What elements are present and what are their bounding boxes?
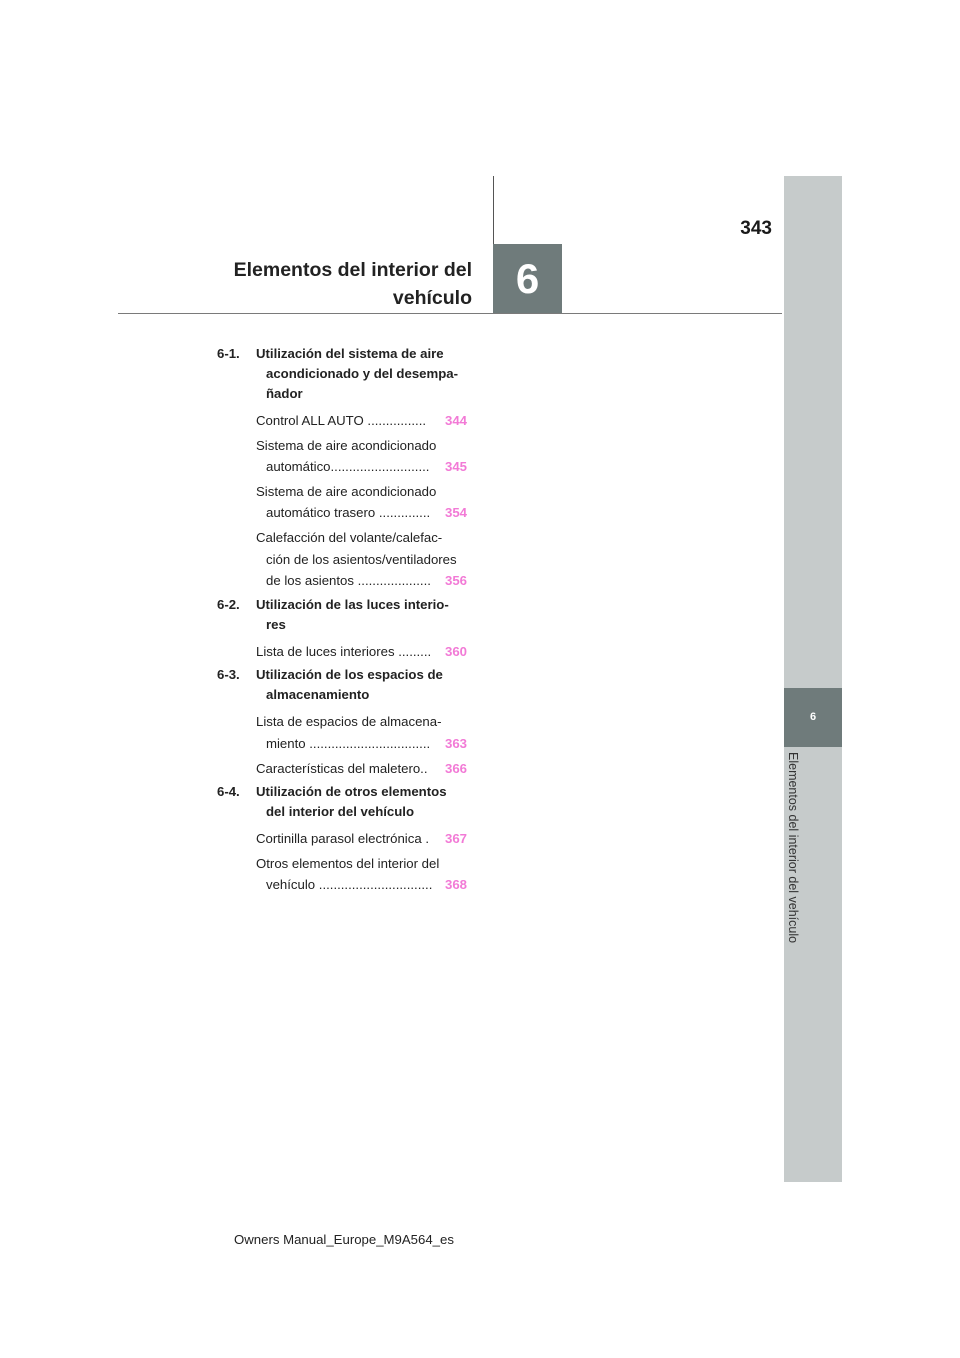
side-label-text: Elementos del interior del vehículo	[786, 752, 800, 944]
page-footer: Owners Manual_Europe_M9A564_es	[234, 1232, 454, 1247]
toc-section-heading[interactable]	[217, 344, 467, 404]
toc-entry-page-link[interactable]: 344	[444, 413, 467, 428]
header-divider-vertical	[493, 176, 494, 246]
toc-entry[interactable]	[256, 641, 467, 663]
toc-entry-page-link[interactable]: 363	[444, 735, 467, 751]
toc-section-number: 6-1.	[217, 346, 240, 361]
toc-section-title: Utilización de las luces interio- res	[256, 596, 449, 632]
toc-section-number: 6-3.	[217, 667, 240, 683]
toc-entry-page-link[interactable]: 367	[444, 831, 467, 847]
toc-entry-page-link[interactable]: 368	[444, 877, 467, 893]
toc-entry[interactable]	[256, 853, 467, 896]
toc-section-title: Utilización de otros elementos del interior del vehículo	[256, 784, 447, 820]
toc-entry[interactable]	[256, 435, 467, 478]
toc-entry-label: Cortinilla parasol electrónica .	[256, 831, 429, 847]
toc-entry-label: Sistema de aire acondicionado automático trasero ..............	[256, 483, 437, 521]
toc-section	[217, 782, 467, 896]
toc-entry-label: Control ALL AUTO ................	[256, 413, 427, 428]
toc-entry-label: Lista de luces interiores .........	[256, 643, 432, 659]
toc-section-title: Utilización del sistema de aire acondicionado y del desempa- ñador	[256, 346, 458, 401]
toc-entry-page-link[interactable]: 360	[444, 643, 467, 659]
toc-entry[interactable]	[256, 527, 467, 592]
toc-entry-page-link[interactable]: 354	[444, 505, 467, 521]
toc-entry-label: Características del maletero..	[256, 760, 428, 776]
toc-entry[interactable]	[256, 758, 467, 780]
toc-section	[217, 665, 467, 779]
toc-entry[interactable]	[256, 481, 467, 524]
toc-section-heading[interactable]	[217, 595, 467, 635]
toc-entry-label: Otros elementos del interior del vehículo ...............................	[256, 855, 440, 893]
toc-section	[217, 595, 467, 663]
header-divider-horizontal	[118, 313, 782, 314]
toc-section	[217, 344, 467, 592]
toc-section-title: Utilización de los espacios de almacenamiento	[256, 667, 443, 703]
toc-entry[interactable]	[256, 711, 467, 754]
toc-entry-page-link[interactable]: 345	[444, 459, 467, 475]
side-chapter-tab[interactable]: 6	[784, 688, 842, 747]
chapter-number-box: 6	[493, 244, 562, 313]
page-number: 343	[740, 218, 772, 239]
toc-section-heading[interactable]	[217, 665, 467, 705]
toc-entry-label: Calefacción del volante/calefac- ción de los asientos/ventiladores de los asientos ....................	[256, 529, 457, 589]
toc-entry-label: Lista de espacios de almacena- miento .................................	[256, 714, 442, 751]
chapter-title	[132, 256, 472, 312]
chapter-title-line2: vehículo	[392, 287, 472, 309]
toc-entry[interactable]	[256, 828, 467, 850]
toc-section-number: 6-2.	[217, 596, 240, 612]
side-chapter-label	[782, 752, 806, 972]
side-thumb-band	[784, 176, 842, 1182]
toc-entry[interactable]	[256, 410, 467, 432]
toc-entry-label: Sistema de aire acondicionado automático...........................	[256, 437, 437, 475]
toc-entry-page-link[interactable]: 366	[444, 760, 467, 776]
chapter-title-line1: Elementos del interior del	[233, 259, 472, 281]
table-of-contents	[217, 344, 467, 899]
toc-section-heading[interactable]	[217, 782, 467, 822]
toc-entry-page-link[interactable]: 356	[444, 573, 467, 589]
toc-section-number: 6-4.	[217, 784, 240, 800]
